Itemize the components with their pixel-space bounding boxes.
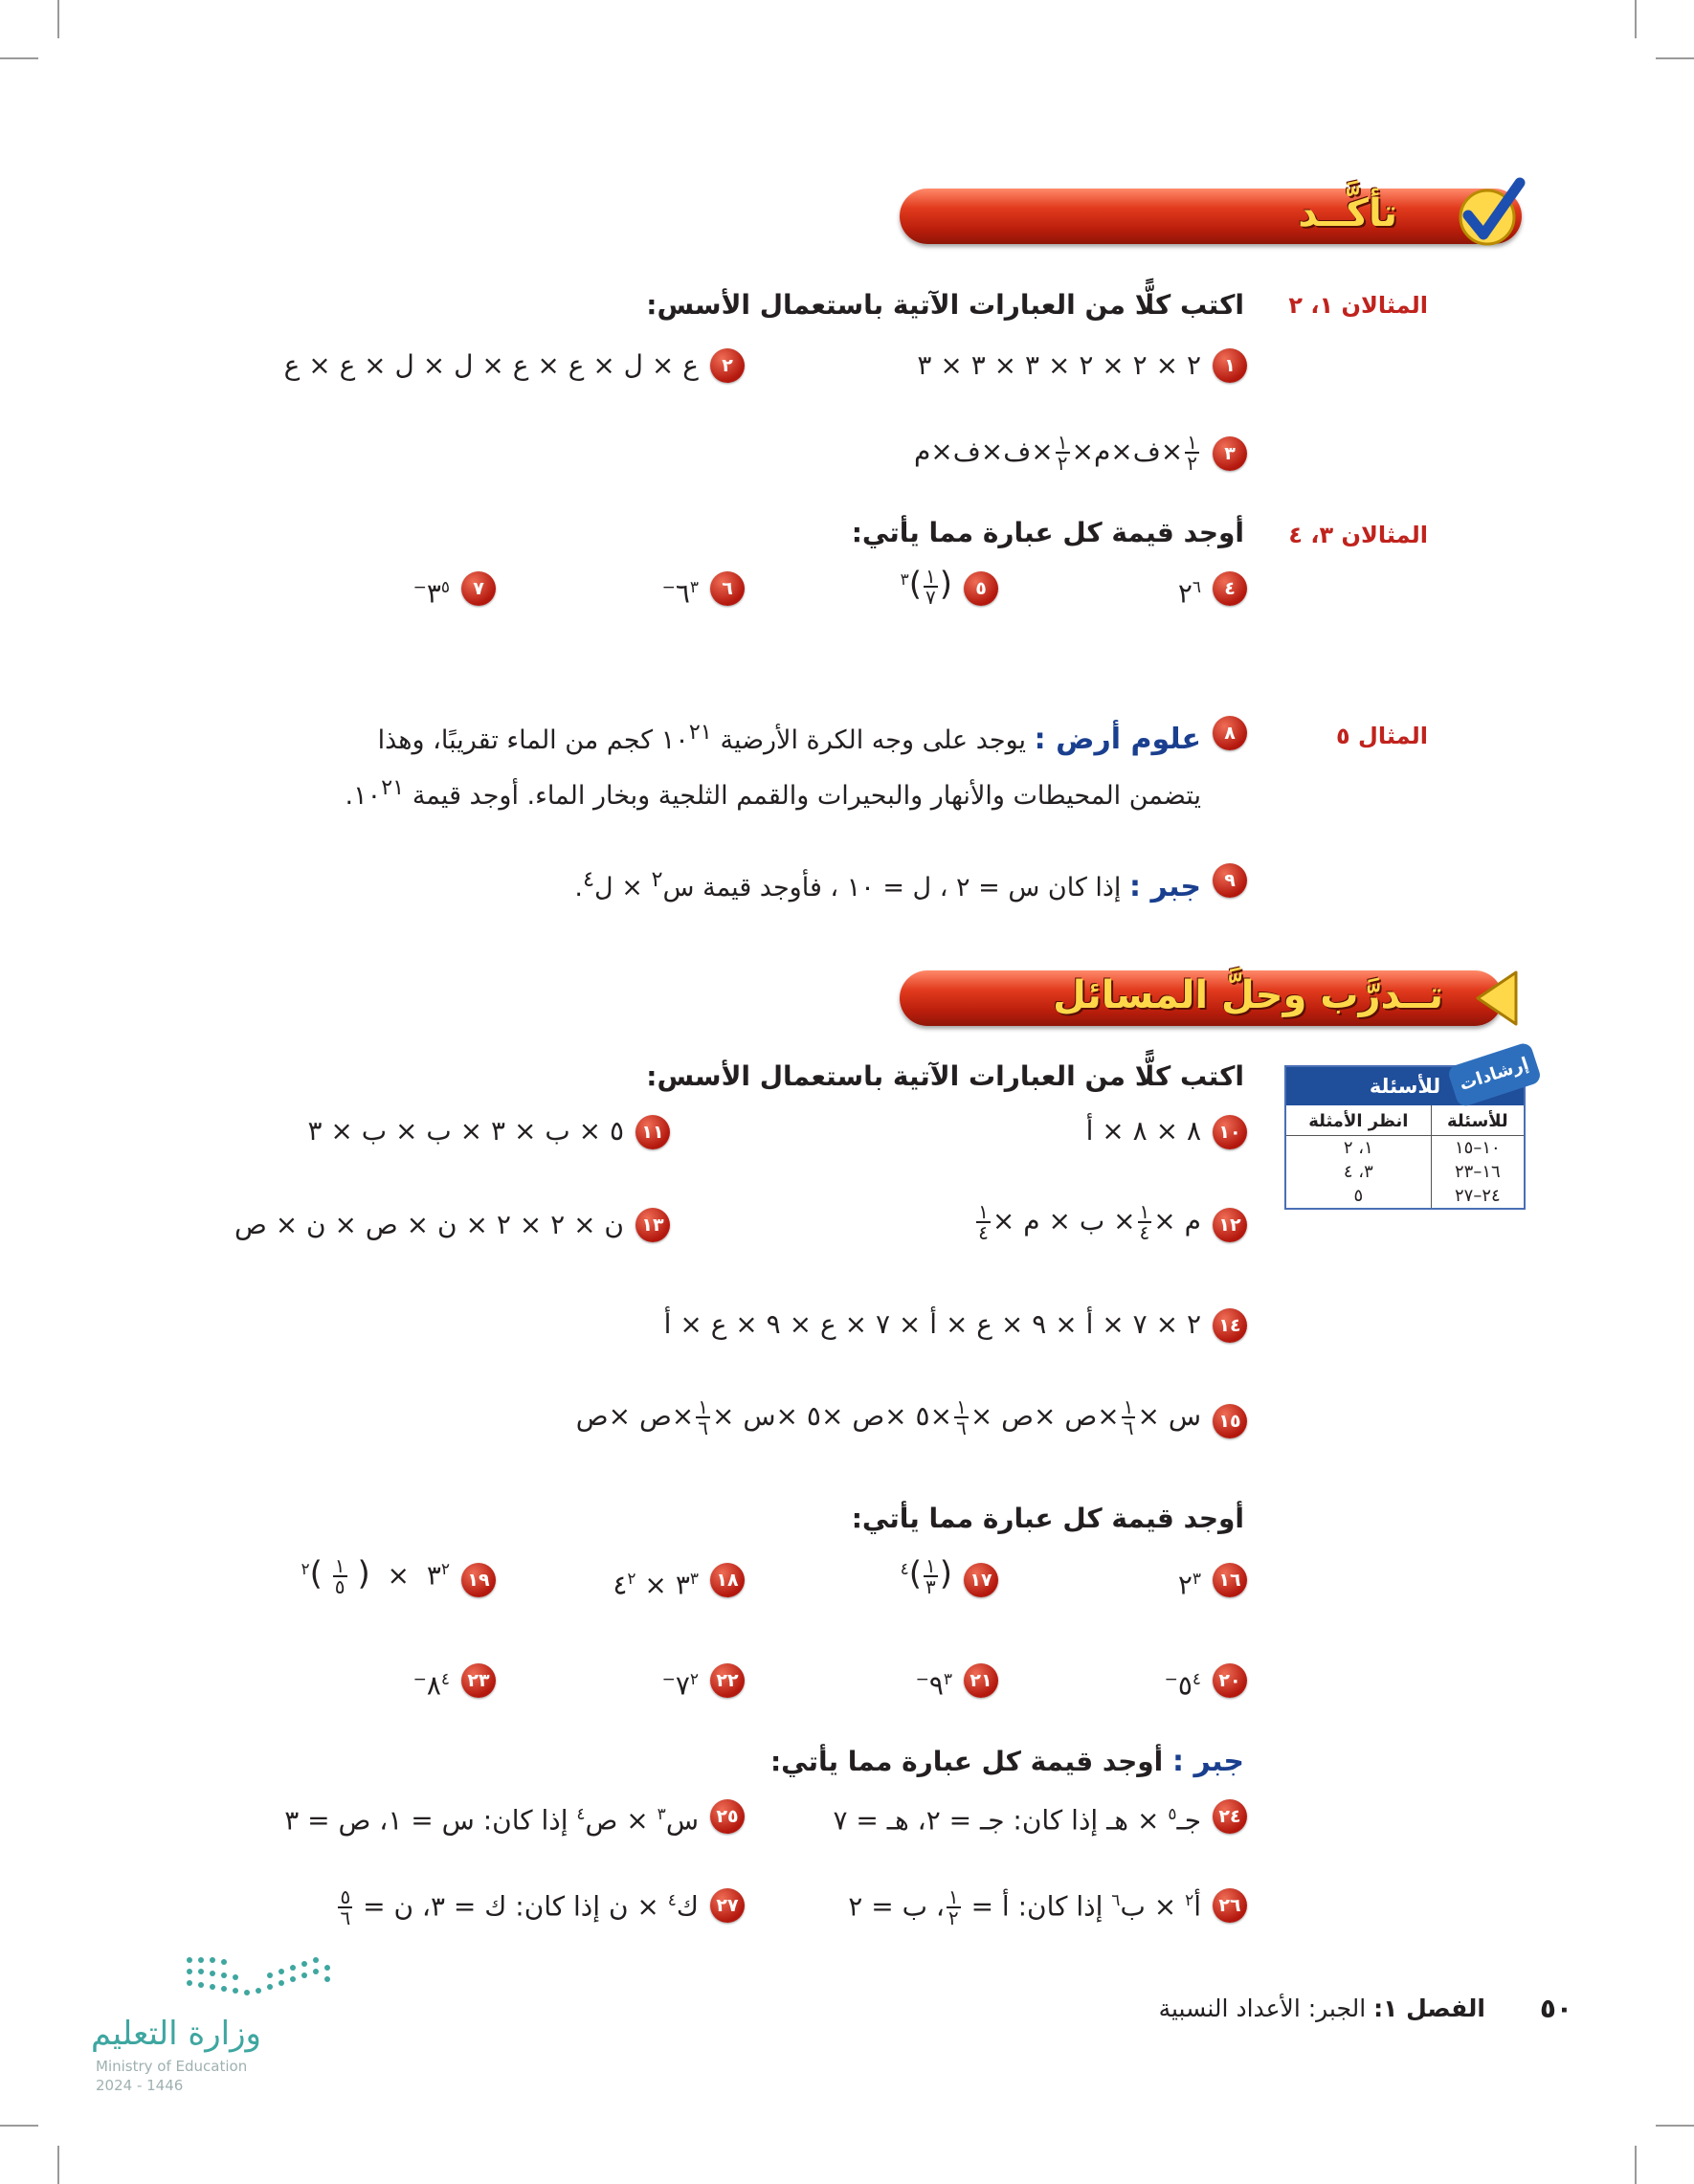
fraction: $\frac{١}{٦}$ bbox=[1123, 1395, 1134, 1439]
fraction: $\frac{١}{٢}$ bbox=[1187, 431, 1197, 475]
exercise-expression: $\frac{١}{٢}$ ×ف×م× $\frac{١}{٢}$ ×ف×ف×م bbox=[913, 431, 1197, 475]
instruction: أوجد قيمة كل عبارة مما يأتي: bbox=[851, 517, 1244, 548]
instruction: أوجد قيمة كل عبارة مما يأتي: bbox=[851, 1503, 1244, 1534]
section-title: تــدرَّب وحلَّ المسائل bbox=[1053, 973, 1443, 1017]
instruction: اكتب كلًّا من العبارات الآتية باستعمال الأسس: bbox=[646, 1060, 1244, 1092]
chapter-footer: الفصل ١: الجبر: الأعداد النسبية bbox=[1158, 1995, 1485, 2022]
example-reference: المثالان ١، ٢ bbox=[1288, 292, 1428, 319]
exercise-number: ١٧ bbox=[964, 1563, 998, 1597]
fraction: $\frac{١}{٥}$ bbox=[334, 1554, 345, 1599]
crop-mark bbox=[1656, 57, 1694, 59]
crop-mark bbox=[1635, 2146, 1637, 2184]
exercise-expression: ٥ × ب × ٣ × ب × ب × ٣ bbox=[307, 1115, 624, 1147]
fraction: $\frac{١}{٣}$ bbox=[925, 1554, 936, 1599]
exercise-number: ٦ bbox=[710, 571, 745, 606]
problem-category: جبر : bbox=[1129, 870, 1201, 903]
exercise-number: ٢٣ bbox=[461, 1663, 496, 1698]
crop-mark bbox=[1635, 0, 1637, 38]
exercise-number: ١٩ bbox=[461, 1563, 496, 1597]
hints-header: للأسئلة إرشادات bbox=[1286, 1067, 1524, 1105]
fraction: $\frac{١}{٤}$ bbox=[978, 1200, 989, 1244]
exercise-number: ١٤ bbox=[1213, 1308, 1247, 1343]
fraction: $\frac{١}{٢}$ bbox=[947, 1885, 959, 1930]
exercise-expression: ٢ × ٧ × أ × ٩ × ع × أ × ٧ × ع × ٩ × ع × أ bbox=[663, 1308, 1201, 1340]
ministry-logo-icon bbox=[182, 1952, 345, 2010]
exercise-expression: ك$^٤$ × ن إذا كان: ك = ٣، ن = $\frac{٥}{٦}$ bbox=[340, 1885, 699, 1930]
exercise-number: ٢ bbox=[710, 348, 745, 383]
table-row: ٢٤–٢٧ ٥ bbox=[1286, 1184, 1524, 1208]
exercise-number: ٥ bbox=[964, 571, 998, 606]
exercise-expression: $٢^٦$ bbox=[1177, 577, 1201, 610]
fraction: $\frac{١}{٦}$ bbox=[698, 1395, 709, 1439]
exercise-number: ٢٧ bbox=[710, 1888, 745, 1923]
exercise-number: ١٣ bbox=[635, 1208, 670, 1242]
exercise-number: ٢٤ bbox=[1213, 1799, 1247, 1834]
exercise-number: ٣ bbox=[1213, 436, 1247, 471]
exercise-expression: ( $\frac{١}{٧}$ )$^٣$ bbox=[900, 565, 952, 610]
page-number: ٥٠ bbox=[1539, 1993, 1572, 2024]
example-reference: المثال ٥ bbox=[1336, 723, 1428, 749]
exercise-expression: ٢ × ٢ × ٢ × ٣ × ٣ × ٣ bbox=[917, 349, 1201, 381]
problem-category: جبر : bbox=[1172, 1745, 1244, 1778]
checkmark-icon bbox=[1449, 175, 1526, 256]
crop-mark bbox=[57, 2146, 59, 2184]
exercise-expression: $٨^{٤-}$ bbox=[412, 1669, 450, 1702]
exercise-expression: $٥^{٤-}$ bbox=[1164, 1669, 1201, 1702]
word-problem-line: علوم أرض : يوجد على وجه الكرة الأرضية $١٠^{٢١}$ كجم من الماء تقريبًا، وهذا bbox=[377, 720, 1201, 756]
exercise-number: ٩ bbox=[1213, 863, 1247, 898]
fraction: $\frac{٥}{٦}$ bbox=[340, 1885, 351, 1930]
hints-column-header: انظر الأمثلة bbox=[1286, 1105, 1431, 1136]
edition-year: 2024 - 1446 bbox=[96, 2077, 184, 2094]
fraction: $\frac{١}{٦}$ bbox=[956, 1395, 967, 1439]
fraction: $\frac{١}{٤}$ bbox=[1139, 1200, 1150, 1244]
exercise-number: ٢٦ bbox=[1213, 1888, 1247, 1923]
exercise-number: ١٠ bbox=[1213, 1115, 1247, 1149]
exercise-expression: جـ$^٥$ × هـ إذا كان: جـ = ٢، هـ = ٧ bbox=[833, 1804, 1201, 1837]
exercise-expression: ع × ل × ع × ع × ل × ل × ع × ع bbox=[283, 349, 699, 381]
exercise-expression: ( $\frac{١}{٣}$ )$^٤$ bbox=[900, 1554, 952, 1599]
exercise-number: ٢٥ bbox=[710, 1799, 745, 1834]
fraction: $\frac{١}{٧}$ bbox=[925, 565, 936, 610]
exercise-number: ٢٢ bbox=[710, 1663, 745, 1698]
word-problem-line: جبر : إذا كان س = ٢ ، ل = ١٠ ، فأوجد قيمة س$^٢$ × ل$^٤$. bbox=[574, 867, 1201, 903]
exercise-expression: $٣^٣$ × $٤^٢$ bbox=[613, 1569, 699, 1601]
exercise-number: ١٥ bbox=[1213, 1404, 1247, 1438]
crop-mark bbox=[1656, 2125, 1694, 2127]
table-row: ١٦–٢٣ ٣، ٤ bbox=[1286, 1160, 1524, 1184]
exercise-expression: ٨ × ٨ × أ bbox=[1085, 1115, 1201, 1147]
fraction: $\frac{١}{٢}$ bbox=[1057, 431, 1068, 475]
section-banner-check bbox=[900, 189, 1522, 244]
exercise-number: ١٦ bbox=[1213, 1563, 1247, 1597]
exercise-number: ٧ bbox=[461, 571, 496, 606]
section-title: تأكَّــد bbox=[1298, 191, 1397, 235]
exercise-expression: $٣^٢$ × ( $\frac{١}{٥}$ )$^٢$ bbox=[301, 1554, 450, 1599]
hints-column-header: للأسئلة bbox=[1431, 1105, 1524, 1136]
exercise-number: ١٨ bbox=[710, 1563, 745, 1597]
exercise-expression: $٢^٣$ bbox=[1177, 1569, 1201, 1601]
exercise-expression: س × $\frac{١}{٦}$ ×ص ×ص × $\frac{١}{٦}$ ×٥ ×ص ×٥ ×س × $\frac{١}{٦}$ ×ص ×ص bbox=[575, 1395, 1201, 1439]
exercise-number: ٤ bbox=[1213, 571, 1247, 606]
exercise-expression: $٦^{٣-}$ bbox=[661, 577, 699, 610]
exercise-expression: س$^٣$ × ص$^٤$ إذا كان: س = ١، ص = ٣ bbox=[284, 1804, 699, 1837]
exercise-expression: أ$^٢$ × ب$^٦$ إذا كان: أ = $\frac{١}{٢}$ ، ب = ٢ bbox=[848, 1885, 1201, 1930]
exercise-expression: ن × ٢ × ٢ × ن × ص × ن × ص bbox=[234, 1209, 624, 1240]
exercise-number: ٨ bbox=[1213, 716, 1247, 750]
hints-table bbox=[1284, 1054, 1531, 1210]
ministry-name-arabic: وزارة التعليم bbox=[91, 2015, 261, 2053]
crop-mark bbox=[0, 57, 38, 59]
crop-mark bbox=[57, 0, 59, 38]
problem-category: علوم أرض : bbox=[1034, 723, 1201, 756]
ministry-name-english: Ministry of Education bbox=[96, 2058, 248, 2075]
hints-tag: إرشادات bbox=[1446, 1041, 1542, 1108]
example-reference: المثالان ٣، ٤ bbox=[1288, 522, 1428, 548]
exercise-expression: م × $\frac{١}{٤}$ × ب × م × $\frac{١}{٤}$ bbox=[978, 1200, 1201, 1244]
exercise-number: ٢٠ bbox=[1213, 1663, 1247, 1698]
exercise-number: ١١ bbox=[635, 1115, 670, 1149]
instruction: اكتب كلًّا من العبارات الآتية باستعمال الأسس: bbox=[646, 289, 1244, 321]
exercise-expression: $٩^{٣-}$ bbox=[915, 1669, 952, 1702]
word-problem-line: يتضمن المحيطات والأنهار والبحيرات والقمم الثلجية وبخار الماء. أوجد قيمة $١٠^{٢١}$. bbox=[345, 775, 1201, 811]
exercise-number: ١٢ bbox=[1213, 1208, 1247, 1242]
arrow-icon bbox=[1472, 969, 1520, 1032]
exercise-number: ٢١ bbox=[964, 1663, 998, 1698]
table-row: ١٠–١٥ ١، ٢ bbox=[1286, 1136, 1524, 1161]
exercise-number: ١ bbox=[1213, 348, 1247, 383]
exercise-expression: $٧^{٢-}$ bbox=[661, 1669, 699, 1702]
exercise-expression: $٣^{٥-}$ bbox=[412, 577, 450, 610]
instruction: جبر : أوجد قيمة كل عبارة مما يأتي: bbox=[769, 1745, 1244, 1778]
crop-mark bbox=[0, 2125, 38, 2127]
